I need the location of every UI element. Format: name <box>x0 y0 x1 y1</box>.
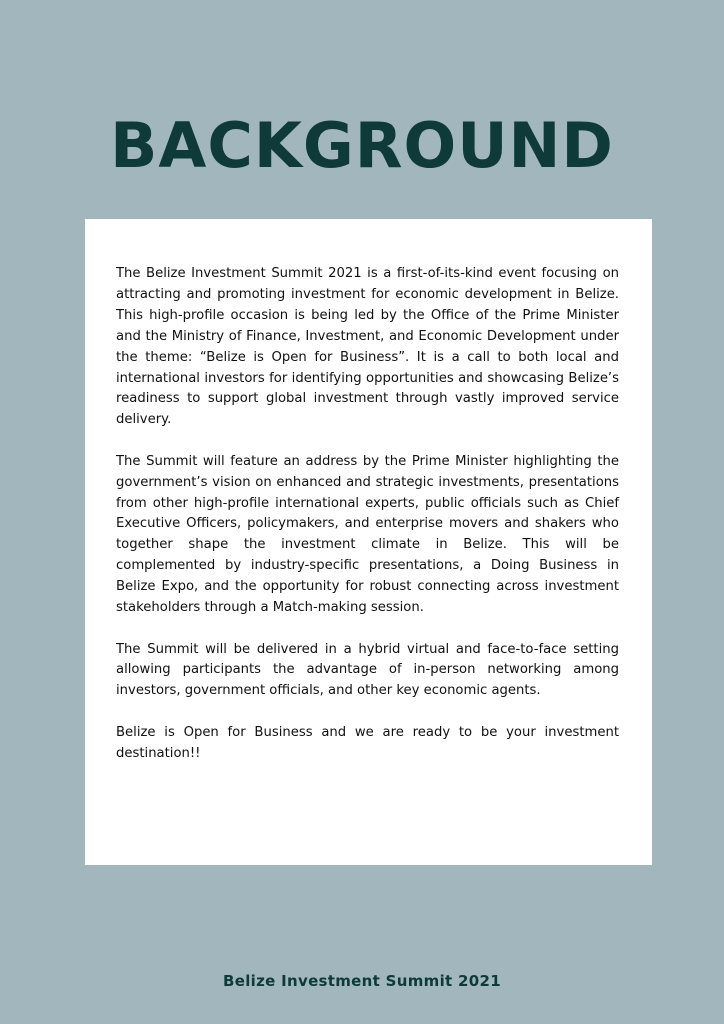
paragraph-closing: Belize is Open for Business and we are ready to be your investment destination!! <box>116 724 619 761</box>
page-footer: Belize Investment Summit 2021 <box>223 972 501 990</box>
paragraph-intro: The Belize Investment Summit 2021 is a first-of-its-kind event focusing on attracting and promoting investment for economic development in Belize. This high-profile occasion is being led by the Office of the Prime Minister and the Ministry of Finance, Investment, and Economic Development under the theme: “Belize is Open for Business”. It is a call to both local and international investors for identifying opportunities and showcasing Belize’s readiness to support global investment through vastly improved service delivery. <box>116 266 619 428</box>
content-card <box>85 219 652 865</box>
page-title: BACKGROUND <box>110 109 614 182</box>
paragraph-delivery-format: The Summit will be delivered in a hybrid virtual and face-to-face setting allowing participants the advantage of in-person networking among investors, government officials, and other key economic agents. <box>116 641 619 699</box>
paragraph-summit-features: The Summit will feature an address by the Prime Minister highlighting the government’s vision on enhanced and strategic investments, presentations from other high-profile international experts, public officials such as Chief Executive Officers, policymakers, and enterprise movers and shakers who together shape the investment climate in Belize. This will be complemented by industry-specific presentations, a Doing Business in Belize Expo, and the opportunity for robust connecting across investment stakeholders through a Match-making session. <box>116 453 619 616</box>
